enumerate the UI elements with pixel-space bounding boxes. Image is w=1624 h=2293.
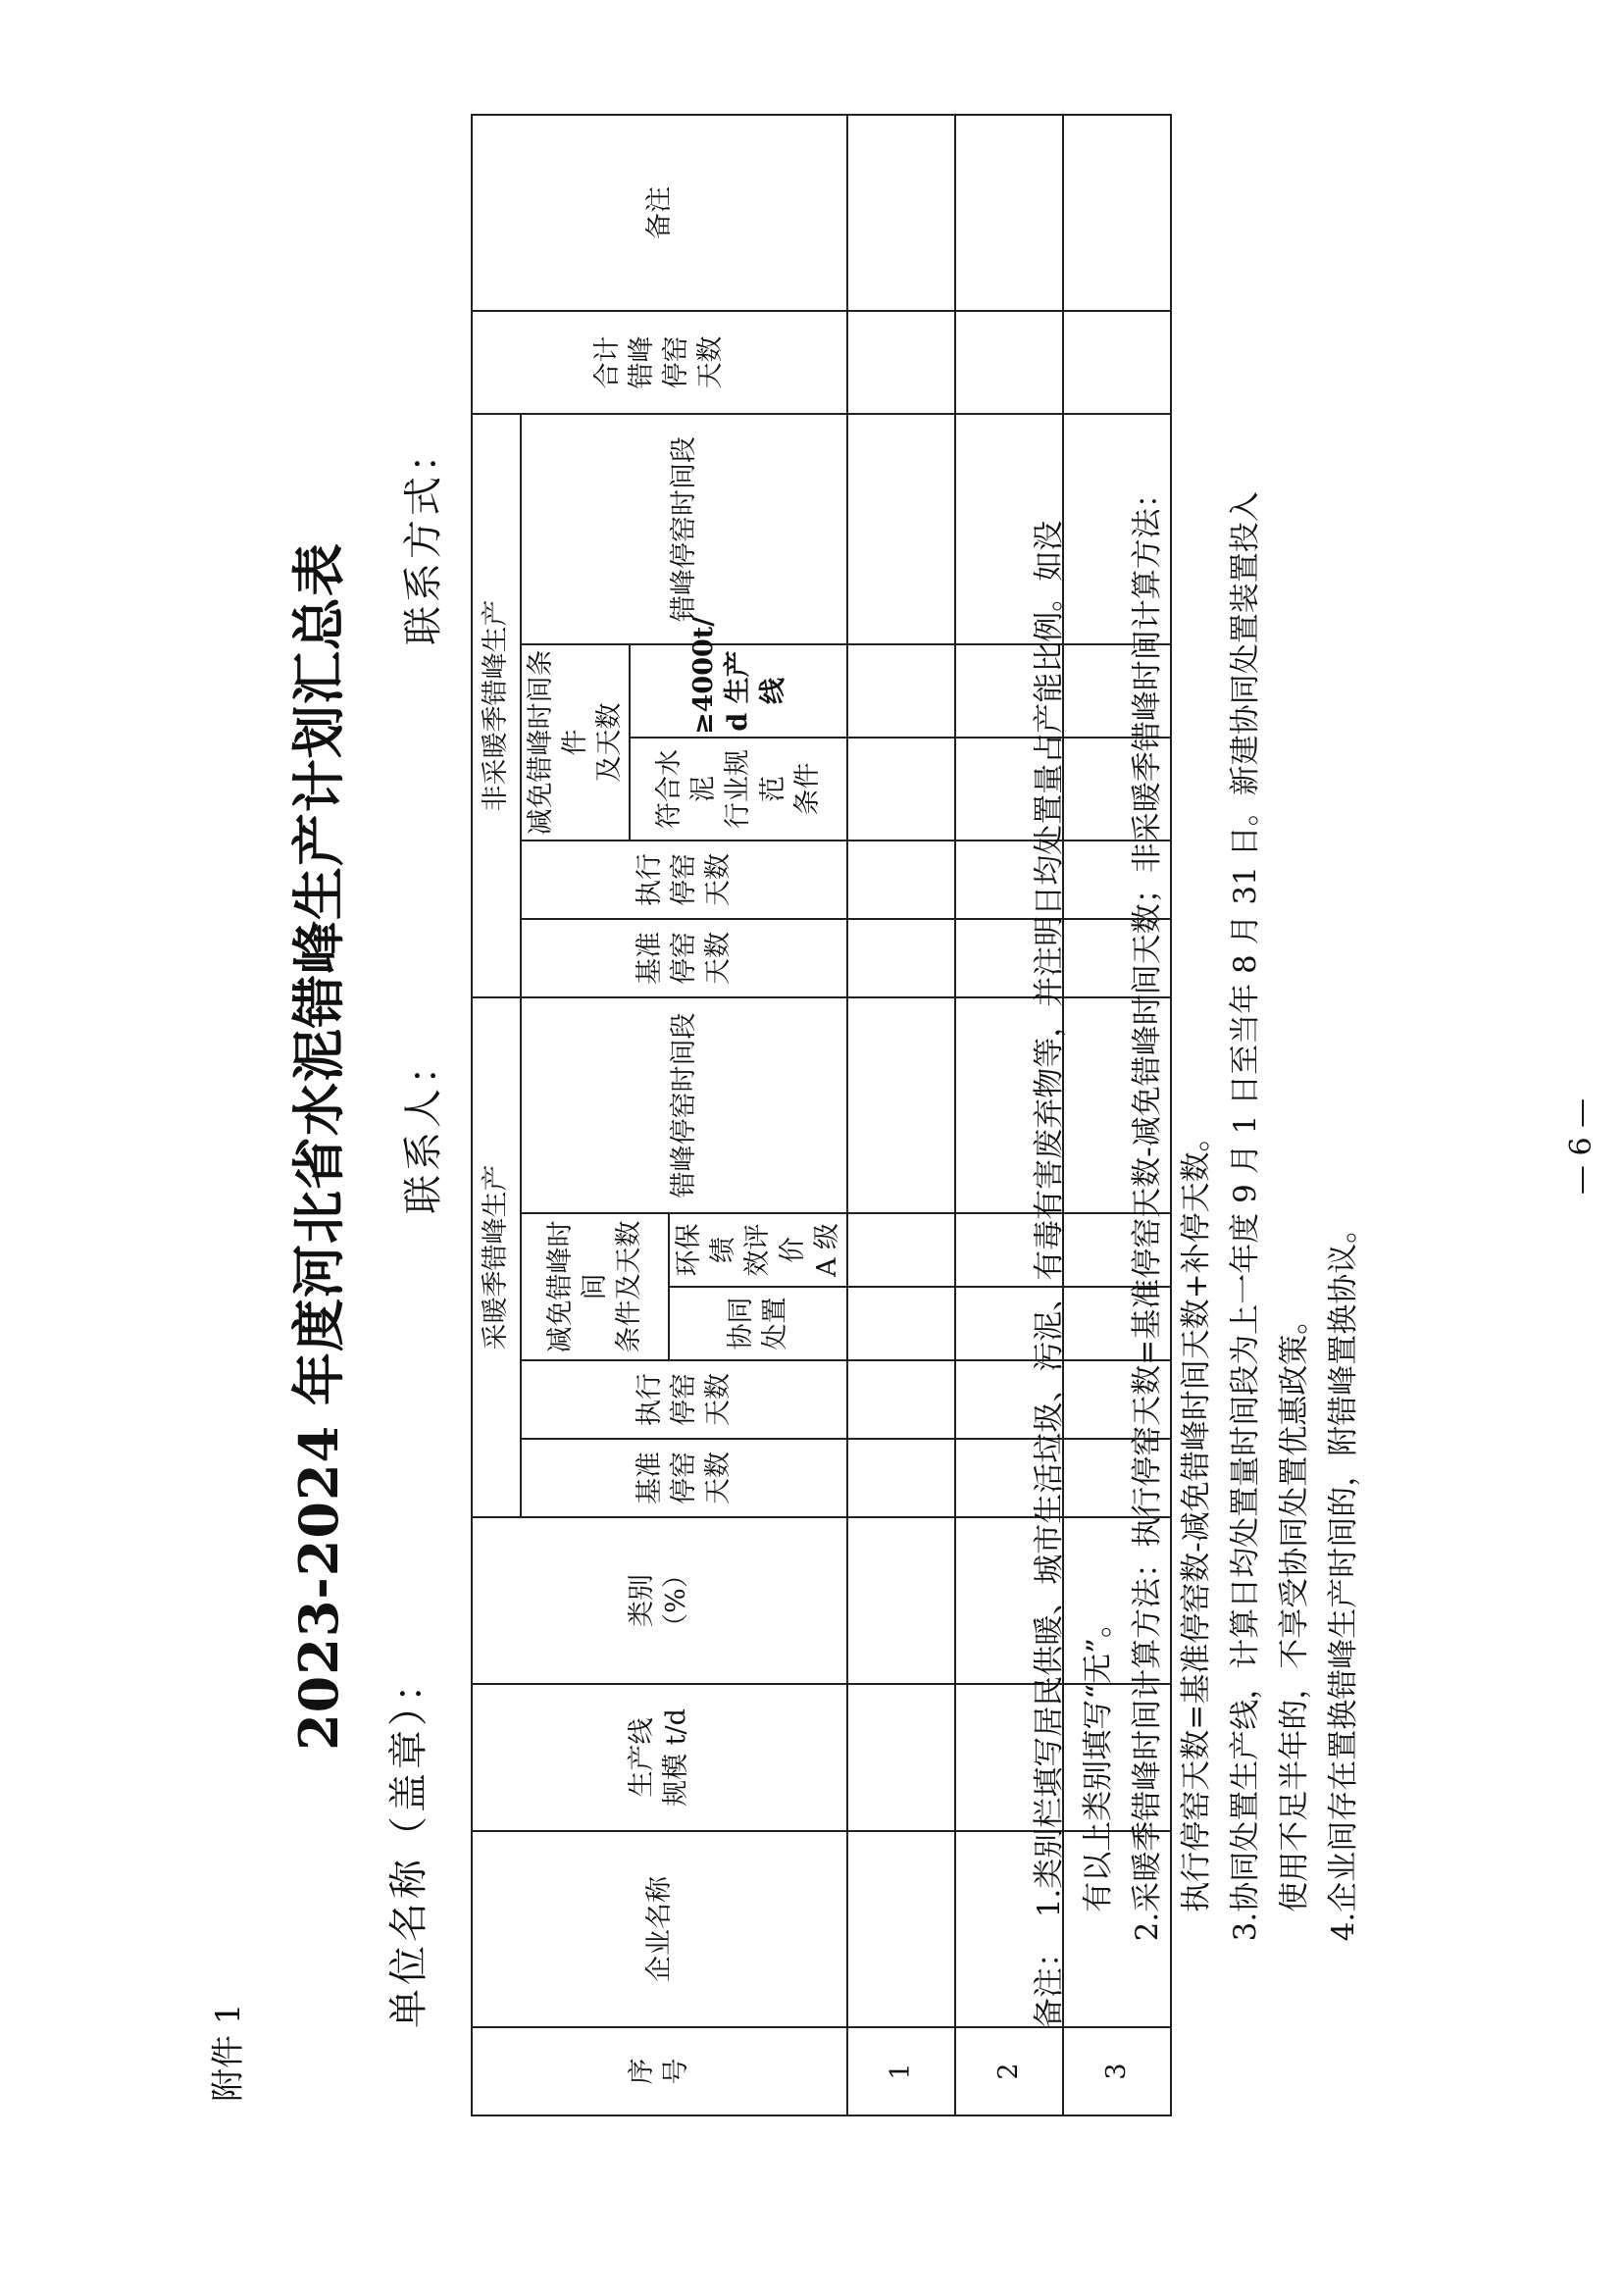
notes-block	[1025, 478, 1466, 2028]
unit-name-label: 单位名称（盖章）：	[386, 1659, 431, 2028]
header-n-cement-norm: 符合水泥 行业规范 条件	[630, 738, 846, 841]
row-seq: 1	[847, 2027, 955, 2115]
page-title: 2023-2024 年度河北省水泥错峰生产计划汇总表	[287, 542, 350, 1751]
header-h-period: 错峰停窑时间段	[521, 997, 847, 1213]
header-n-exec-days: 执行 停窑 天数	[521, 841, 847, 919]
contact-method-label: 联系方式：	[401, 430, 446, 645]
notes-line-3: 2.采暖季错峰时间计算方法：执行停窑天数=基准停窑天数-减免错峰时间天数；非采暖季错峰时间计算方法：	[1130, 478, 1165, 2028]
contact-person-label: 联系人：	[401, 1042, 446, 1214]
notes-line-1: 备注： 1.类别栏填写居民供暖、城市生活垃圾、污泥、有毒有害废弃物等，并注明日均处置量占产能比例。如没	[1032, 520, 1067, 2028]
header-row-1	[472, 115, 521, 2115]
notes-line-2: 有以上类别填写“无”。	[1081, 1607, 1116, 2028]
header-scale: 生产线 规模 t/d	[472, 1684, 847, 1831]
attachment-label: 附件 1	[209, 2003, 248, 2102]
header-h-co-disposal: 协同 处置	[669, 1287, 846, 1360]
notes-line-4: 执行停窑天数=基准停窑数-减免错峰时间天数+补停天数。	[1179, 1121, 1214, 2028]
header-h-exec-days: 执行 停窑 天数	[521, 1360, 847, 1439]
row-seq: 3	[1063, 2027, 1171, 2115]
header-h-exemption: 减免错峰时间 条件及天数	[521, 1213, 669, 1360]
header-seq: 序 号	[472, 2027, 847, 2115]
header-category: 类别 （%）	[472, 1517, 847, 1684]
row-seq: 2	[955, 2027, 1063, 2115]
header-remarks: 备注	[472, 115, 847, 311]
header-h-base-days: 基准 停窑 天数	[521, 1439, 847, 1517]
header-h-env-level-a: 环保绩 效评价 A 级	[669, 1213, 846, 1287]
header-total-days: 合计 错峰 停窑 天数	[472, 311, 847, 414]
header-non-heating-season: 非采暖季错峰生产	[472, 414, 521, 997]
table-row	[847, 115, 955, 2115]
header-n-base-days: 基准 停窑 天数	[521, 919, 847, 997]
notes-line-7: 4.企业间存在置换错峰生产时间的，附错峰置换协议。	[1326, 1212, 1361, 2028]
page-number: — 6 —	[1564, 1097, 1599, 1196]
header-n-4000t-line: ≥4000t/ d 生产线	[630, 644, 846, 738]
header-heating-season: 采暖季错峰生产	[472, 997, 521, 1517]
header-n-period: 错峰停窑时间段	[521, 414, 847, 644]
notes-line-5: 3.协同处置生产线，计算日均处置量时间段为上一年度 9 月 1 日至当年 8 月 31 日。新建协同处置装置投入	[1228, 491, 1263, 2028]
header-n-exemption: 减免错峰时间条件 及天数	[521, 644, 630, 841]
notes-line-6: 使用不足半年的，不享受协同处置优惠政策。	[1277, 1303, 1312, 2028]
header-company: 企业名称	[472, 1831, 847, 2027]
